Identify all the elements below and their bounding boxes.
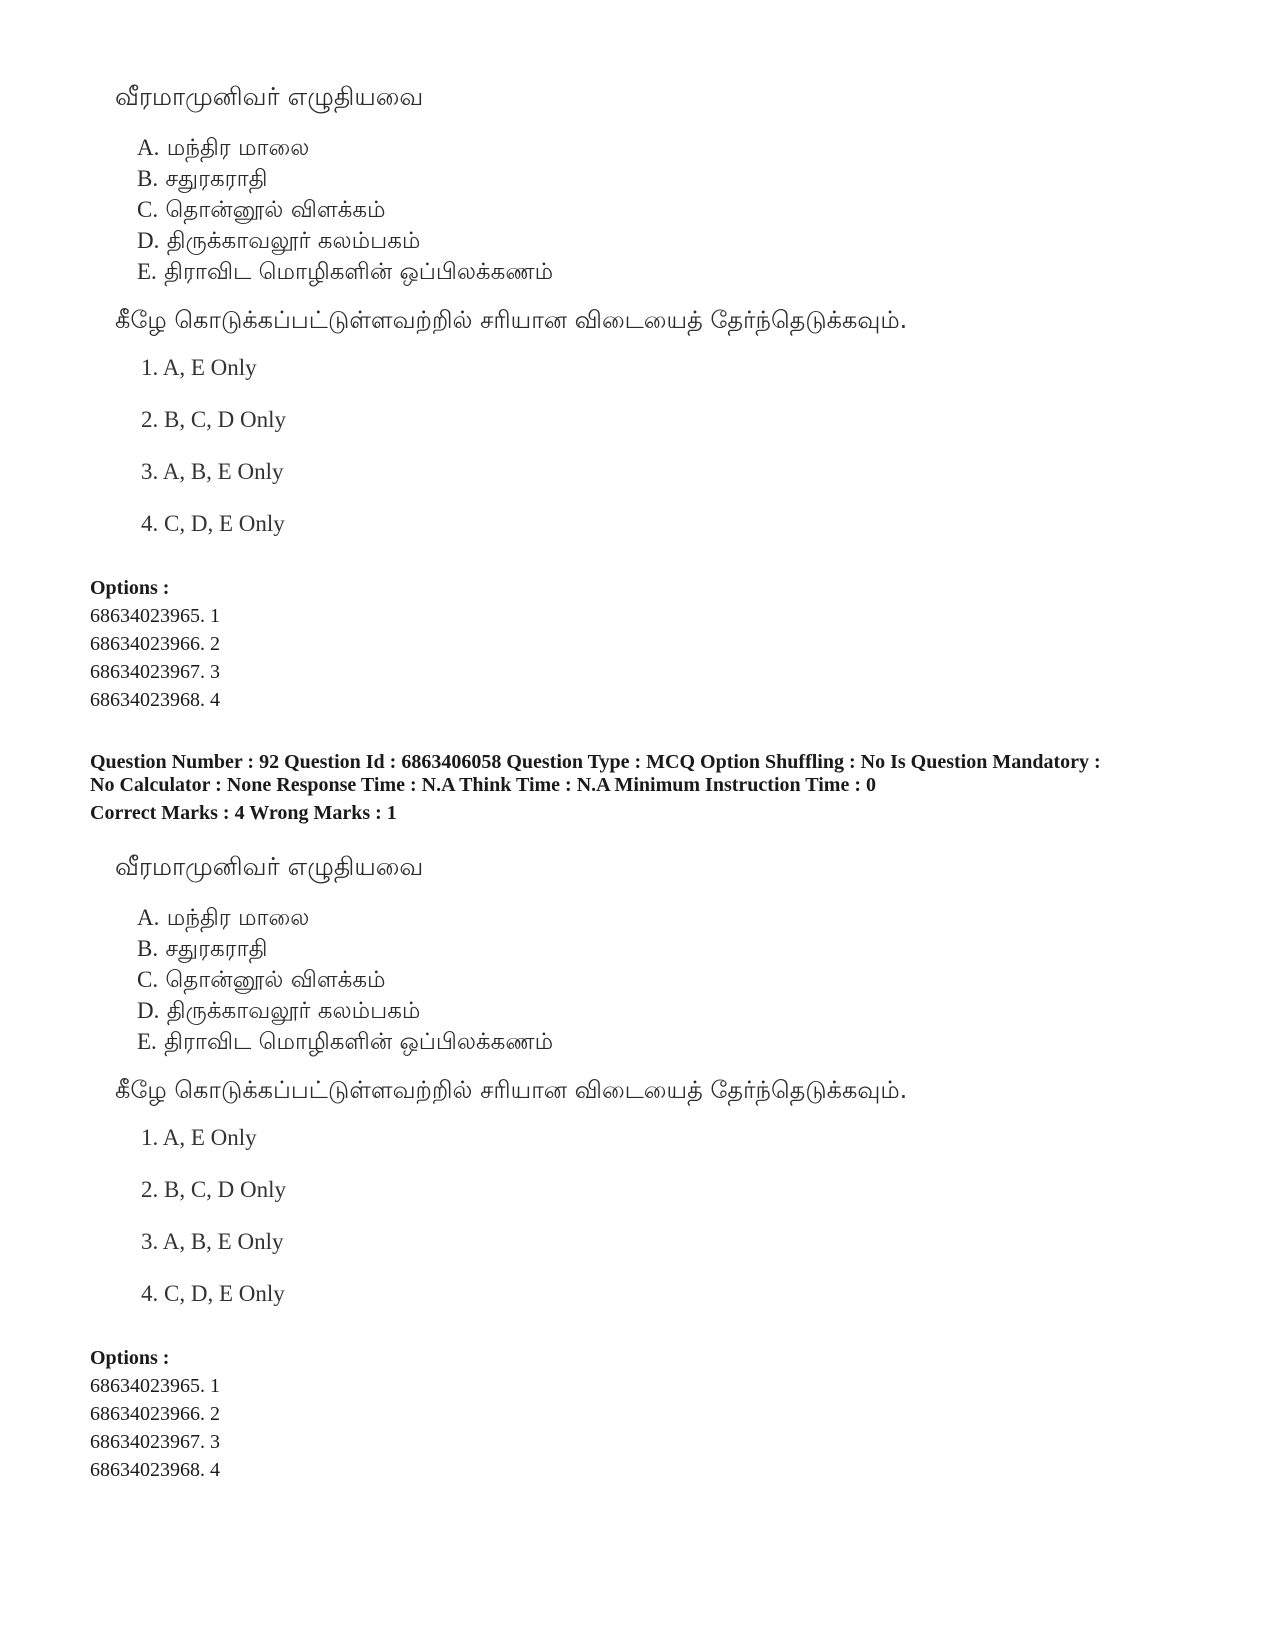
option-row: 68634023968. 4 [90,689,220,711]
question-stem: வீரமாமுனிவர் எழுதியவை [115,852,424,881]
option-row: 68634023965. 1 [90,1375,220,1397]
choice-item: 2. B, C, D Only [141,407,287,432]
statement-item: E. திராவிட மொழிகளின் ஒப்பிலக்கணம் [137,1029,554,1055]
question-instruction: கீழே கொடுக்கப்பட்டுள்ளவற்றில் சரியான விடையைத் தேர்ந்தெடுக்கவும். [115,306,908,334]
statement-item: D. திருக்காவலூர் கலம்பகம் [137,228,421,254]
metadata-line: No Calculator : None Response Time : N.A Think Time : N.A Minimum Instruction Time : 0 [90,774,876,796]
question-stem: வீரமாமுனிவர் எழுதியவை [115,82,424,111]
option-row: 68634023968. 4 [90,1459,220,1481]
question-content-2 [115,852,1115,1331]
statement-item: A. மந்திர மாலை [137,135,310,161]
statement-item: C. தொன்னூல் விளக்கம் [137,197,386,223]
metadata-line: Question Number : 92 Question Id : 6863406058 Question Type : MCQ Option Shuffling : No Is Question Mandatory : [90,751,1101,773]
question-instruction: கீழே கொடுக்கப்பட்டுள்ளவற்றில் சரியான விடையைத் தேர்ந்தெடுக்கவும். [115,1076,908,1104]
statement-item: B. சதுரகராதி [137,166,268,192]
options-block-2 [90,1344,1190,1484]
options-title: Options : [90,577,170,599]
choice-item: 1. A, E Only [141,1125,257,1150]
statement-item: D. திருக்காவலூர் கலம்பகம் [137,998,421,1024]
choice-item: 3. A, B, E Only [141,459,284,484]
option-row: 68634023965. 1 [90,605,220,627]
statement-item: E. திராவிட மொழிகளின் ஒப்பிலக்கணம் [137,259,554,285]
statement-item: A. மந்திர மாலை [137,905,310,931]
choice-list [141,1123,1115,1309]
statement-list [137,132,1115,287]
option-row: 68634023966. 2 [90,633,220,655]
question-metadata [90,751,1210,825]
choice-item: 4. C, D, E Only [141,1281,285,1306]
option-row: 68634023967. 3 [90,661,220,683]
marks-line: Correct Marks : 4 Wrong Marks : 1 [90,802,397,824]
option-row: 68634023966. 2 [90,1403,220,1425]
option-row: 68634023967. 3 [90,1431,220,1453]
choice-item: 3. A, B, E Only [141,1229,284,1254]
options-title: Options : [90,1347,170,1369]
statement-item: C. தொன்னூல் விளக்கம் [137,967,386,993]
statement-list [137,902,1115,1057]
choice-list [141,353,1115,539]
choice-item: 2. B, C, D Only [141,1177,287,1202]
choice-item: 1. A, E Only [141,355,257,380]
choice-item: 4. C, D, E Only [141,511,285,536]
question-content-1 [115,82,1115,561]
statement-item: B. சதுரகராதி [137,936,268,962]
options-block-1 [90,574,1190,714]
